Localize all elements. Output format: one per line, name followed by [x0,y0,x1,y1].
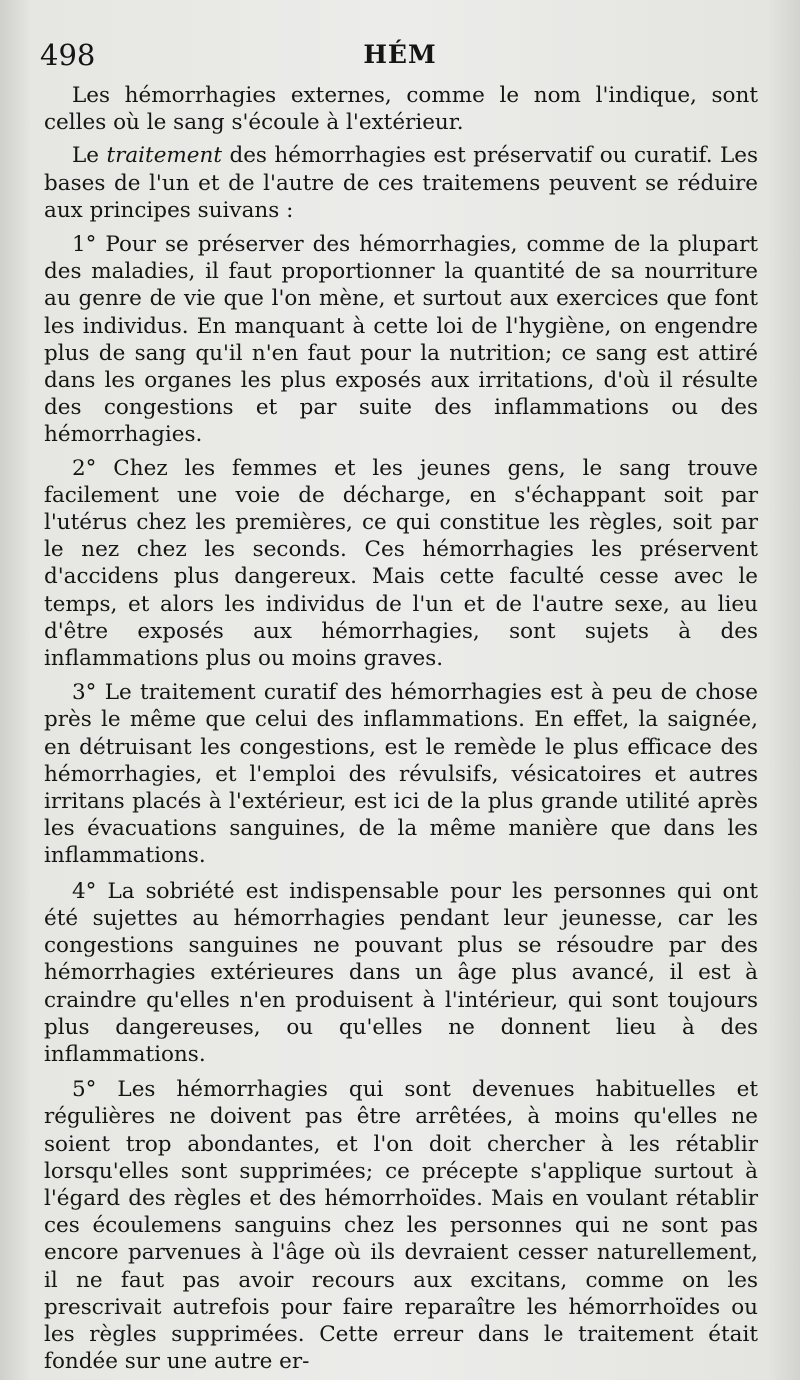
paragraph-principle-3: 3° Le traitement curatif des hémorrhagies est à peu de chose près le même que celui des inflammations. En effet, la saignée, en détruisant les congestions, est le remède le plus efficace des hémorrhagies, et l'emploi des révulsifs, vésicatoires et autres irritans placés à l'extérieur, est ici de la plus grande utilité après les évacuations sanguines, de la même manière que dans les inflammations. [44,680,758,869]
page-number: 498 [40,38,96,72]
body-text [44,82,758,1375]
paragraph-principle-1: 1° Pour se préserver des hémorrhagies, comme de la plupart des maladies, il faut proportionner la quantité de sa nourriture au genre de vie que l'on mène, et surtout aux exercices que font les individus. En manquant à cette loi de l'hygiène, on engendre plus de sang qu'il n'en faut pour la nutrition; ce sang est attiré dans les organes les plus exposés aux irritations, d'où il résulte des congestions et par suite des inflammations ou des hémorrhagies. [44,232,758,448]
treatment-italic-term: traitement [106,143,223,169]
treatment-lead: Le [72,143,107,169]
running-head [40,38,760,78]
paragraph-principle-4: 4° La sobriété est indispensable pour les personnes qui ont été sujettes au hémorrhagies pendant leur jeunesse, car les congestions sanguines ne pouvant plus se résoudre par des hémorrhagies extérieures dans un âge plus avancé, il est à craindre qu'elles n'en produisent à l'intérieur, qui sont toujours plus dangereuses, ou qu'elles ne donnent lieu à des inflammations. [44,878,758,1067]
paragraph-external-hemorrhages: Les hémorrhagies externes, comme le nom l'indique, sont celles où le sang s'écoule à l'extérieur. [44,83,758,136]
paragraph-principle-5: 5° Les hémorrhagies qui sont devenues habituelles et régulières ne doivent pas être arrêtées, à moins qu'elles ne soient trop abondantes, et l'on doit chercher à les rétablir lorsqu'elles sont supprimées; ce précepte s'applique surtout à l'égard des règles et des hémorrhoïdes. Mais en voulant rétablir ces écoulemens sanguins chez les personnes qui ne sont pas encore parvenues à l'âge où ils devraient cesser naturellement, il ne faut pas avoir recours aux excitans, comme on les prescrivait autrefois pour faire reparaître les hémorrhoïdes ou les règles supprimées. Cette erreur dans le traitement était fondée sur une autre er- [44,1077,758,1375]
treatment-intro-text: des hémorrhagies est préservatif ou curatif. Les bases de l'un et de l'autre de ces traitemens peuvent se réduire aux principes suivans : [44,143,758,223]
paragraph-treatment-intro [44,142,758,224]
running-title: HÉM [363,40,437,69]
paragraph-principle-2: 2° Chez les femmes et les jeunes gens, le sang trouve facilement une voie de décharge, en s'échappant soit par l'utérus chez les premières, ce qui constitue les règles, soit par le nez chez les seconds. Ces hémorrhagies les préservent d'accidens plus dangereux. Mais cette faculté cesse avec le temps, et alors les individus de l'un et de l'autre sexe, au lieu d'être exposés aux hémorrhagies, sont sujets à des inflammations plus ou moins graves. [44,455,758,672]
